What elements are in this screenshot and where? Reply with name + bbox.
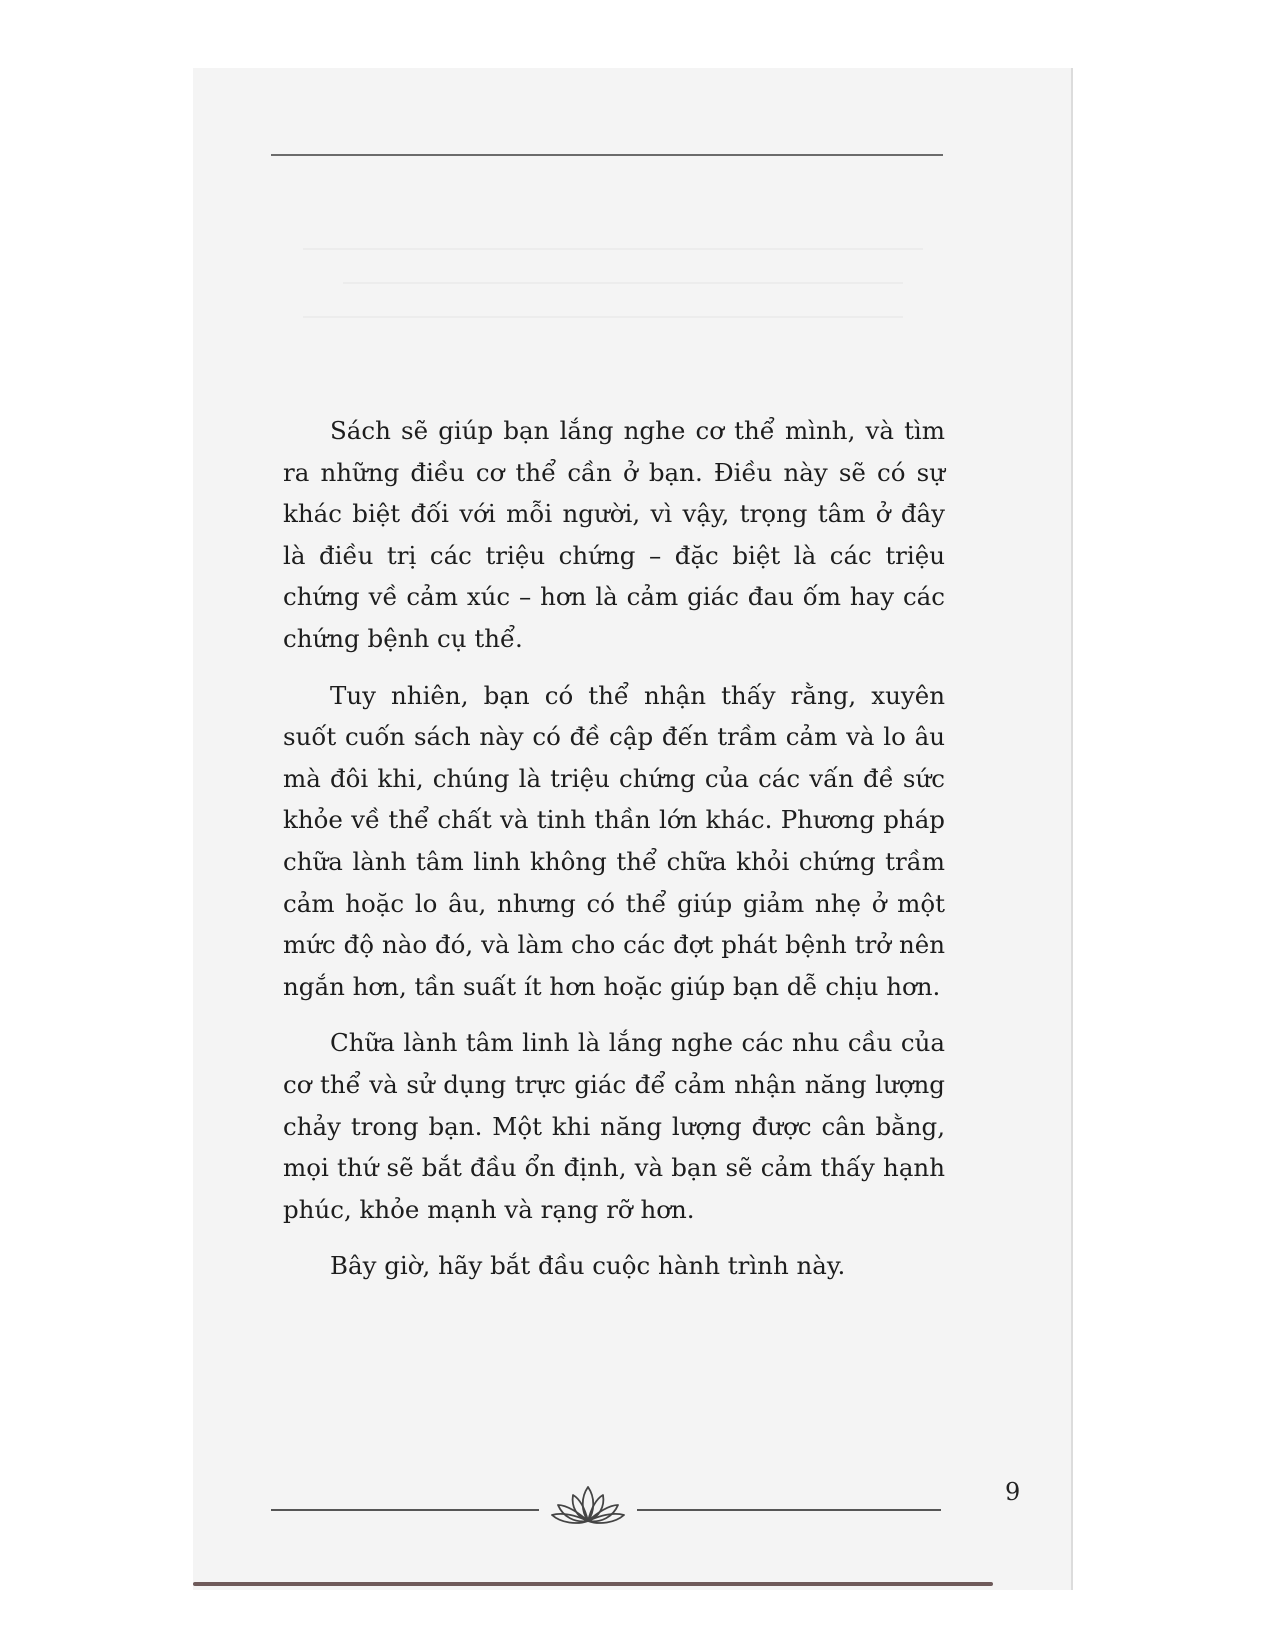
paragraph-3: Chữa lành tâm linh là lắng nghe các nhu cầu của cơ thể và sử dụng trực giác để cảm nhận năng lượng chảy trong bạn. Một khi năng lượng được cân bằng, mọi thứ sẽ bắt đầu ổn định, và bạn sẽ cảm thấy hạnh phúc, khỏe mạnh và rạng rỡ hơn. bbox=[283, 1028, 945, 1224]
body-text bbox=[283, 410, 945, 1302]
footer-rule-left bbox=[271, 1509, 539, 1511]
footer-ornament bbox=[271, 1473, 943, 1533]
page-number: 9 bbox=[1005, 1478, 1021, 1506]
page-edge bbox=[193, 1582, 993, 1586]
lotus-icon bbox=[549, 1481, 627, 1527]
book-page bbox=[193, 68, 1073, 1590]
header-rule bbox=[271, 154, 943, 156]
show-through-line bbox=[343, 282, 903, 284]
paragraph-4: Bây giờ, hãy bắt đầu cuộc hành trình này. bbox=[330, 1251, 846, 1281]
paragraph-2: Tuy nhiên, bạn có thể nhận thấy rằng, xuyên suốt cuốn sách này có đề cập đến trầm cảm và lo âu mà đôi khi, chúng là triệu chứng của các vấn đề sức khỏe về thể chất và tinh thần lớn khác. Phương pháp chữa lành tâm linh không thể chữa khỏi chứng trầm cảm hoặc lo âu, nhưng có thể giúp giảm nhẹ ở một mức độ nào đó, và làm cho các đợt phát bệnh trở nên ngắn hơn, tần suất ít hơn hoặc giúp bạn dễ chịu hơn. bbox=[283, 680, 945, 1001]
show-through-line bbox=[303, 316, 903, 318]
show-through-line bbox=[303, 248, 923, 250]
footer-rule-right bbox=[637, 1509, 941, 1511]
paragraph-1: Sách sẽ giúp bạn lắng nghe cơ thể mình, và tìm ra những điều cơ thể cần ở bạn. Điều này sẽ có sự khác biệt đối với mỗi người, vì vậy, trọng tâm ở đây là điều trị các triệu chứng – đặc biệt là các triệu chứng về cảm xúc – hơn là cảm giác đau ốm hay các chứng bệnh cụ thể. bbox=[283, 416, 945, 653]
